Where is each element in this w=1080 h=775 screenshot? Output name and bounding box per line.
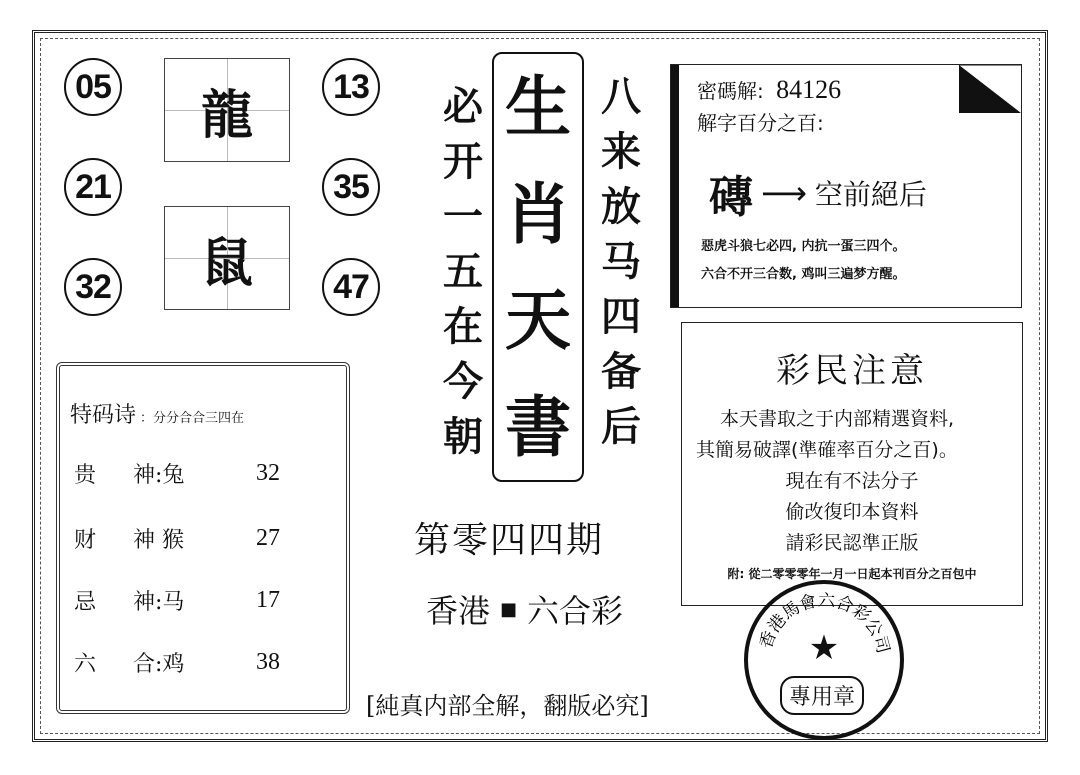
poem-sub: ：分分合合三四在 xyxy=(140,411,245,426)
poem-row-head: 贵 xyxy=(74,463,97,488)
poem-row xyxy=(74,647,184,678)
poem-number: 38 xyxy=(256,649,280,675)
poem-row xyxy=(74,458,184,489)
poem-row-body: 合:鸡 xyxy=(133,652,185,677)
zodiac-char: 龍 xyxy=(200,84,253,146)
seal-ring-char: 彩 xyxy=(848,600,874,628)
slogan-char: 来 xyxy=(601,129,641,175)
number-ball: 32 xyxy=(64,258,122,316)
slogan-char: 八 xyxy=(601,74,641,120)
brand-left: 香港 xyxy=(426,592,491,630)
slogan-char: 开 xyxy=(443,139,483,185)
seal-ring-char: 六 xyxy=(817,590,836,612)
notice-box xyxy=(681,322,1023,606)
number-ball: 05 xyxy=(64,58,122,116)
seal-ring-char: 合 xyxy=(833,592,857,618)
notice-line: 本天書取之于内部精選資料, xyxy=(720,408,955,430)
poem-row-head: 财 xyxy=(74,528,97,553)
slogan-char: 必 xyxy=(443,84,483,130)
title-char: 天 xyxy=(505,281,571,360)
slogan-char: 放 xyxy=(601,184,641,230)
password-label: 密碼解: xyxy=(697,79,764,103)
zodiac-char: 鼠 xyxy=(200,232,253,294)
poem-row xyxy=(74,585,184,616)
star-icon: ★ xyxy=(808,628,840,668)
password-box-bar xyxy=(671,65,679,307)
corner-triangle-icon xyxy=(959,65,1021,113)
seal-ring-char: 馬 xyxy=(778,597,804,624)
poem-row xyxy=(74,523,184,554)
notice-line: 請彩民認準正版 xyxy=(785,532,919,554)
number-ball: 47 xyxy=(322,258,380,316)
poem-row-body: 神:马 xyxy=(133,590,185,615)
slogan-char: 四 xyxy=(601,294,641,340)
notice-footnote: 附: 從二零零零年一月一日起本刊百分之百包中 xyxy=(727,567,977,581)
poem-row-head: 六 xyxy=(74,652,97,677)
title-char: 肖 xyxy=(505,174,571,253)
poem-label: 特码诗 xyxy=(70,403,137,428)
number-ball: 35 xyxy=(322,158,380,216)
riddle-line: 惡虎斗狼七必四, 内抗一蛋三四个。 xyxy=(701,239,906,254)
riddle-line: 六合不开三合数, 鸡叫三遍梦方醒。 xyxy=(701,267,906,282)
company-seal xyxy=(744,580,904,740)
seal-ring-char: 公 xyxy=(860,615,887,641)
number-ball: 13 xyxy=(322,58,380,116)
notice-line: 其簡易破譯(準確率百分之百)。 xyxy=(696,439,958,461)
zodiac-box-top xyxy=(164,58,290,162)
slogan-char: 一 xyxy=(443,194,483,240)
answer-char: 磚 xyxy=(709,172,753,223)
vertical-slogan-left xyxy=(438,80,488,465)
seal-ring-char: 司 xyxy=(869,633,893,656)
poem-row-body: 神 猴 xyxy=(133,528,185,553)
issue-number: 第零四四期 xyxy=(414,520,605,561)
poem-row-body: 神:兔 xyxy=(133,463,185,488)
zodiac-box-bottom xyxy=(164,206,290,310)
vertical-slogan-right xyxy=(596,70,646,455)
password-answer xyxy=(709,161,927,225)
poem-box xyxy=(56,362,350,714)
slogan-char: 今 xyxy=(443,359,483,405)
slogan-char: 备 xyxy=(601,349,641,395)
slogan-char: 五 xyxy=(443,249,483,295)
poem-number: 32 xyxy=(256,460,280,486)
seal-center-text: 專用章 xyxy=(780,676,864,715)
slogan-char: 马 xyxy=(601,239,641,285)
title-char: 書 xyxy=(505,387,571,466)
password-subtitle: 解字百分之百: xyxy=(697,111,824,135)
bullet-icon: ■ xyxy=(500,598,518,620)
title-box xyxy=(492,52,584,482)
slogan-char: 在 xyxy=(443,304,483,350)
answer-phrase: 空前絕后 xyxy=(814,178,927,211)
slogan-char: 朝 xyxy=(443,414,483,460)
footer-slogan: [純真内部全解，翻版必究] xyxy=(366,692,649,720)
brand-right: 六合彩 xyxy=(527,592,624,630)
poem-number: 17 xyxy=(256,587,280,613)
notice-line: 現在有不法分子 xyxy=(785,470,919,492)
seal-ring-char: 香 xyxy=(756,628,781,652)
password-box xyxy=(670,64,1022,308)
slogan-char: 后 xyxy=(601,404,641,450)
poem-row-head: 忌 xyxy=(74,590,97,615)
poem-number: 27 xyxy=(256,525,280,551)
seal-ring-char: 會 xyxy=(797,591,819,616)
notice-line: 偷改復印本資料 xyxy=(785,501,919,523)
title-char: 生 xyxy=(505,68,571,147)
number-ball: 21 xyxy=(64,158,122,216)
notice-title: 彩民注意 xyxy=(776,351,928,391)
password-value: 84126 xyxy=(776,75,842,104)
brand xyxy=(426,586,623,632)
arrow-icon: ⟶ xyxy=(761,174,807,212)
seal-ring-char: 港 xyxy=(764,610,791,637)
